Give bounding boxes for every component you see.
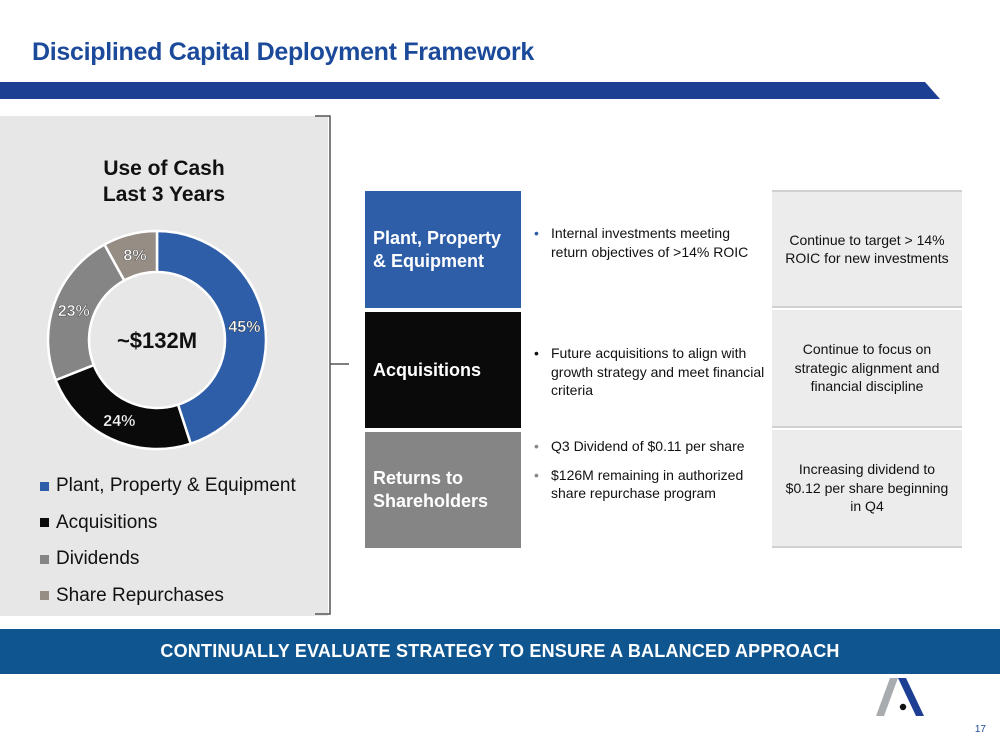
row-label-line: & Equipment [373,250,484,271]
company-logo-icon [870,676,930,720]
slide-title: Disciplined Capital Deployment Framework [32,38,535,66]
legend-item-dividends [40,541,296,578]
donut-center-label: ~$132M [116,328,198,353]
donut-data-label-share-repurchases: 8% [123,247,147,265]
legend-label: Plant, Property & Equipment [56,475,296,497]
legend-item-acquisitions [40,505,296,542]
legend-label: Dividends [56,548,140,570]
donut-title-line-1: Use of Cash [103,157,225,180]
row-outlook-returns [772,430,962,548]
donut-data-label-acquisitions: 24% [103,413,136,431]
page-number: 17 [974,724,986,735]
row-label-ppe [365,191,521,308]
row-label-returns [365,432,521,548]
bullet-item: • Internal investments meeting return objectives of >14% ROIC [534,224,766,261]
legend-label: Share Repurchases [56,584,224,606]
legend-swatch [40,482,49,491]
chart-legend [40,468,296,614]
donut-data-label-ppe: 45% [228,319,261,337]
bullet-item: • Q3 Dividend of $0.11 per share [534,437,766,456]
row-bullets-returns [534,437,766,513]
row-bullets-ppe [534,224,766,271]
bullet-item: • $126M remaining in authorized share repurchase program [534,466,766,503]
donut-slice-acquisitions [56,365,191,449]
legend-swatch [40,518,49,527]
row-label-acquisitions [365,312,521,428]
legend-item-share-repurchases [40,578,296,615]
donut-title-line-2: Last 3 Years [102,183,226,206]
row-label-line: Returns to [373,468,463,488]
use-of-cash-panel [0,116,328,616]
row-outlook-ppe [772,190,962,308]
row-label-line: Acquisitions [373,359,482,380]
row-bullets-acquisitions [534,344,766,410]
outlook-text: Increasing dividend to $0.12 per share beginning in Q4 [785,461,949,515]
use-of-cash-donut-chart [0,116,328,456]
legend-item-ppe [40,468,296,505]
grouping-bracket [313,114,353,616]
legend-swatch [40,555,49,564]
legend-label: Acquisitions [56,511,158,533]
bottom-banner: CONTINUALLY EVALUATE STRATEGY TO ENSURE A BALANCED APPROACH [0,629,1000,674]
row-outlook-acquisitions [772,310,962,428]
bullet-item: • Future acquisitions to align with growth strategy and meet financial criteria [534,344,766,400]
donut-data-label-dividends: 23% [57,303,90,321]
outlook-text: Continue to target > 14% ROIC for new investments [785,231,949,266]
row-label-line: Plant, Property [373,227,502,248]
row-label-line: Shareholders [373,491,489,511]
outlook-text: Continue to focus on strategic alignment and financial discipline [794,341,940,395]
legend-swatch [40,591,49,600]
title-accent-bar [0,82,940,99]
